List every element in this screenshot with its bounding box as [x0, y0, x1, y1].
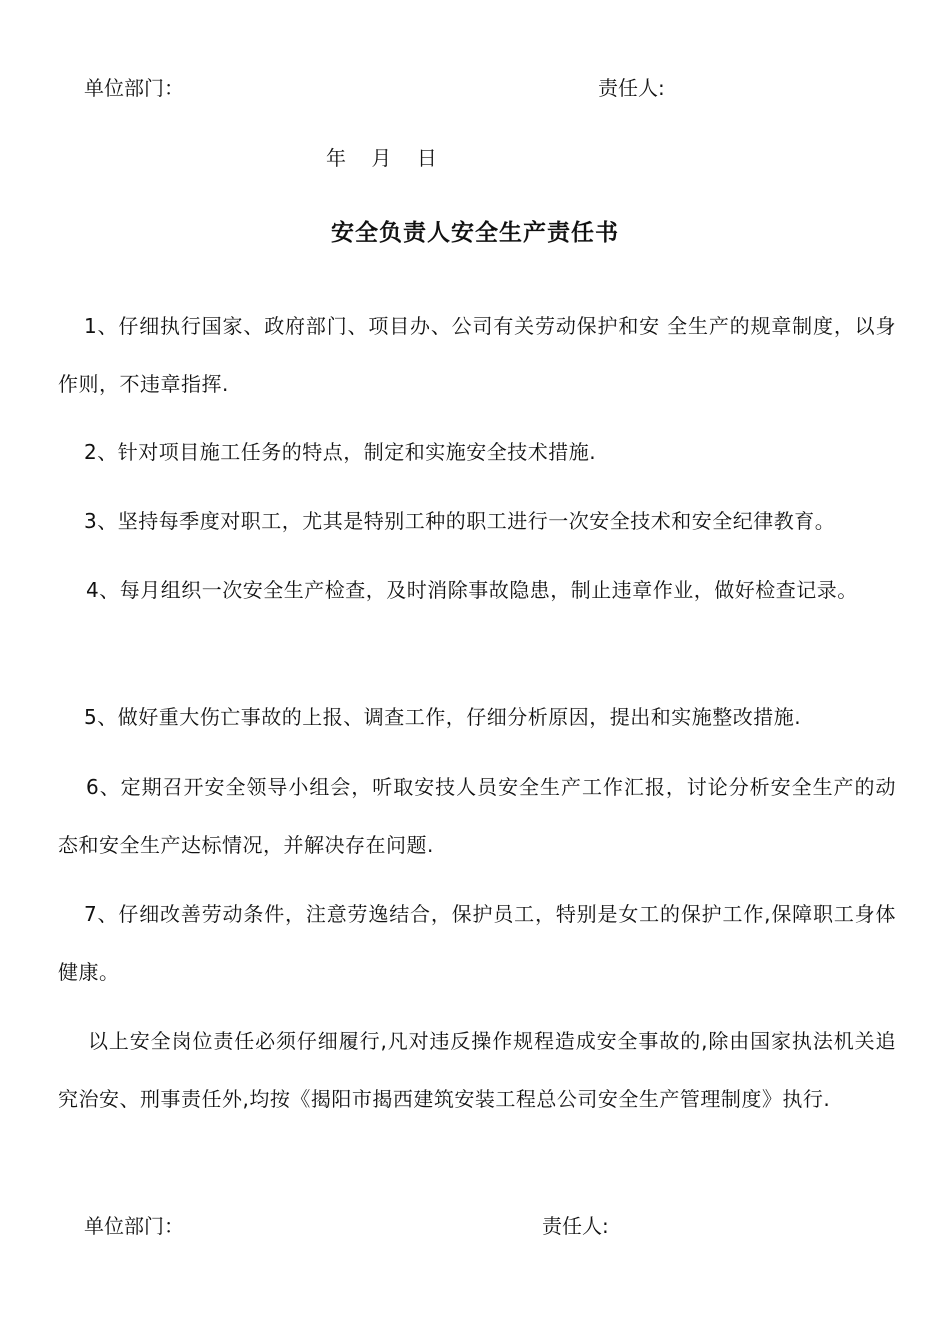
clause-3: 3、坚持每季度对职工，尤其是特别工种的职工进行一次安全技术和安全纪律教育。: [84, 509, 836, 533]
clause-5: 5、做好重大伤亡事故的上报、调查工作，仔细分析原因，提出和实施整改措施.: [84, 705, 802, 729]
clause-4: 4、每月组织一次安全生产检查，及时消除事故隐患，制止违章作业，做好检查记录。: [86, 578, 858, 602]
clause-1: 1、仔细执行国家、政府部门、项目办、公司有关劳动保护和安 全生产的规章制度，以身作则，不违章指挥.: [58, 314, 896, 396]
document-title: 安全负责人安全生产责任书: [331, 220, 619, 246]
date-line: 年 月 日: [326, 146, 437, 170]
header-person-label: 责任人:: [598, 76, 665, 100]
footer-dept-label: 单位部门：: [84, 1214, 184, 1238]
clause-7: 7、仔细改善劳动条件，注意劳逸结合，保护员工，特别是女工的保护工作,保障职工身体健康。: [58, 902, 896, 984]
header-dept-label: 单位部门：: [84, 76, 184, 100]
closing-paragraph: 以上安全岗位责任必须仔细履行,凡对违反操作规程造成安全事故的,除由国家执法机关追究治安、刑事责任外,均按《揭阳市揭西建筑安装工程总公司安全生产管理制度》执行.: [58, 1029, 896, 1111]
clause-2: 2、针对项目施工任务的特点，制定和实施安全技术措施.: [84, 440, 597, 464]
clause-6: 6、定期召开安全领导小组会，听取安技人员安全生产工作汇报，讨论分析安全生产的动态和安全生产达标情况，并解决存在问题.: [58, 775, 896, 857]
footer-person-label: 责任人:: [542, 1214, 609, 1238]
